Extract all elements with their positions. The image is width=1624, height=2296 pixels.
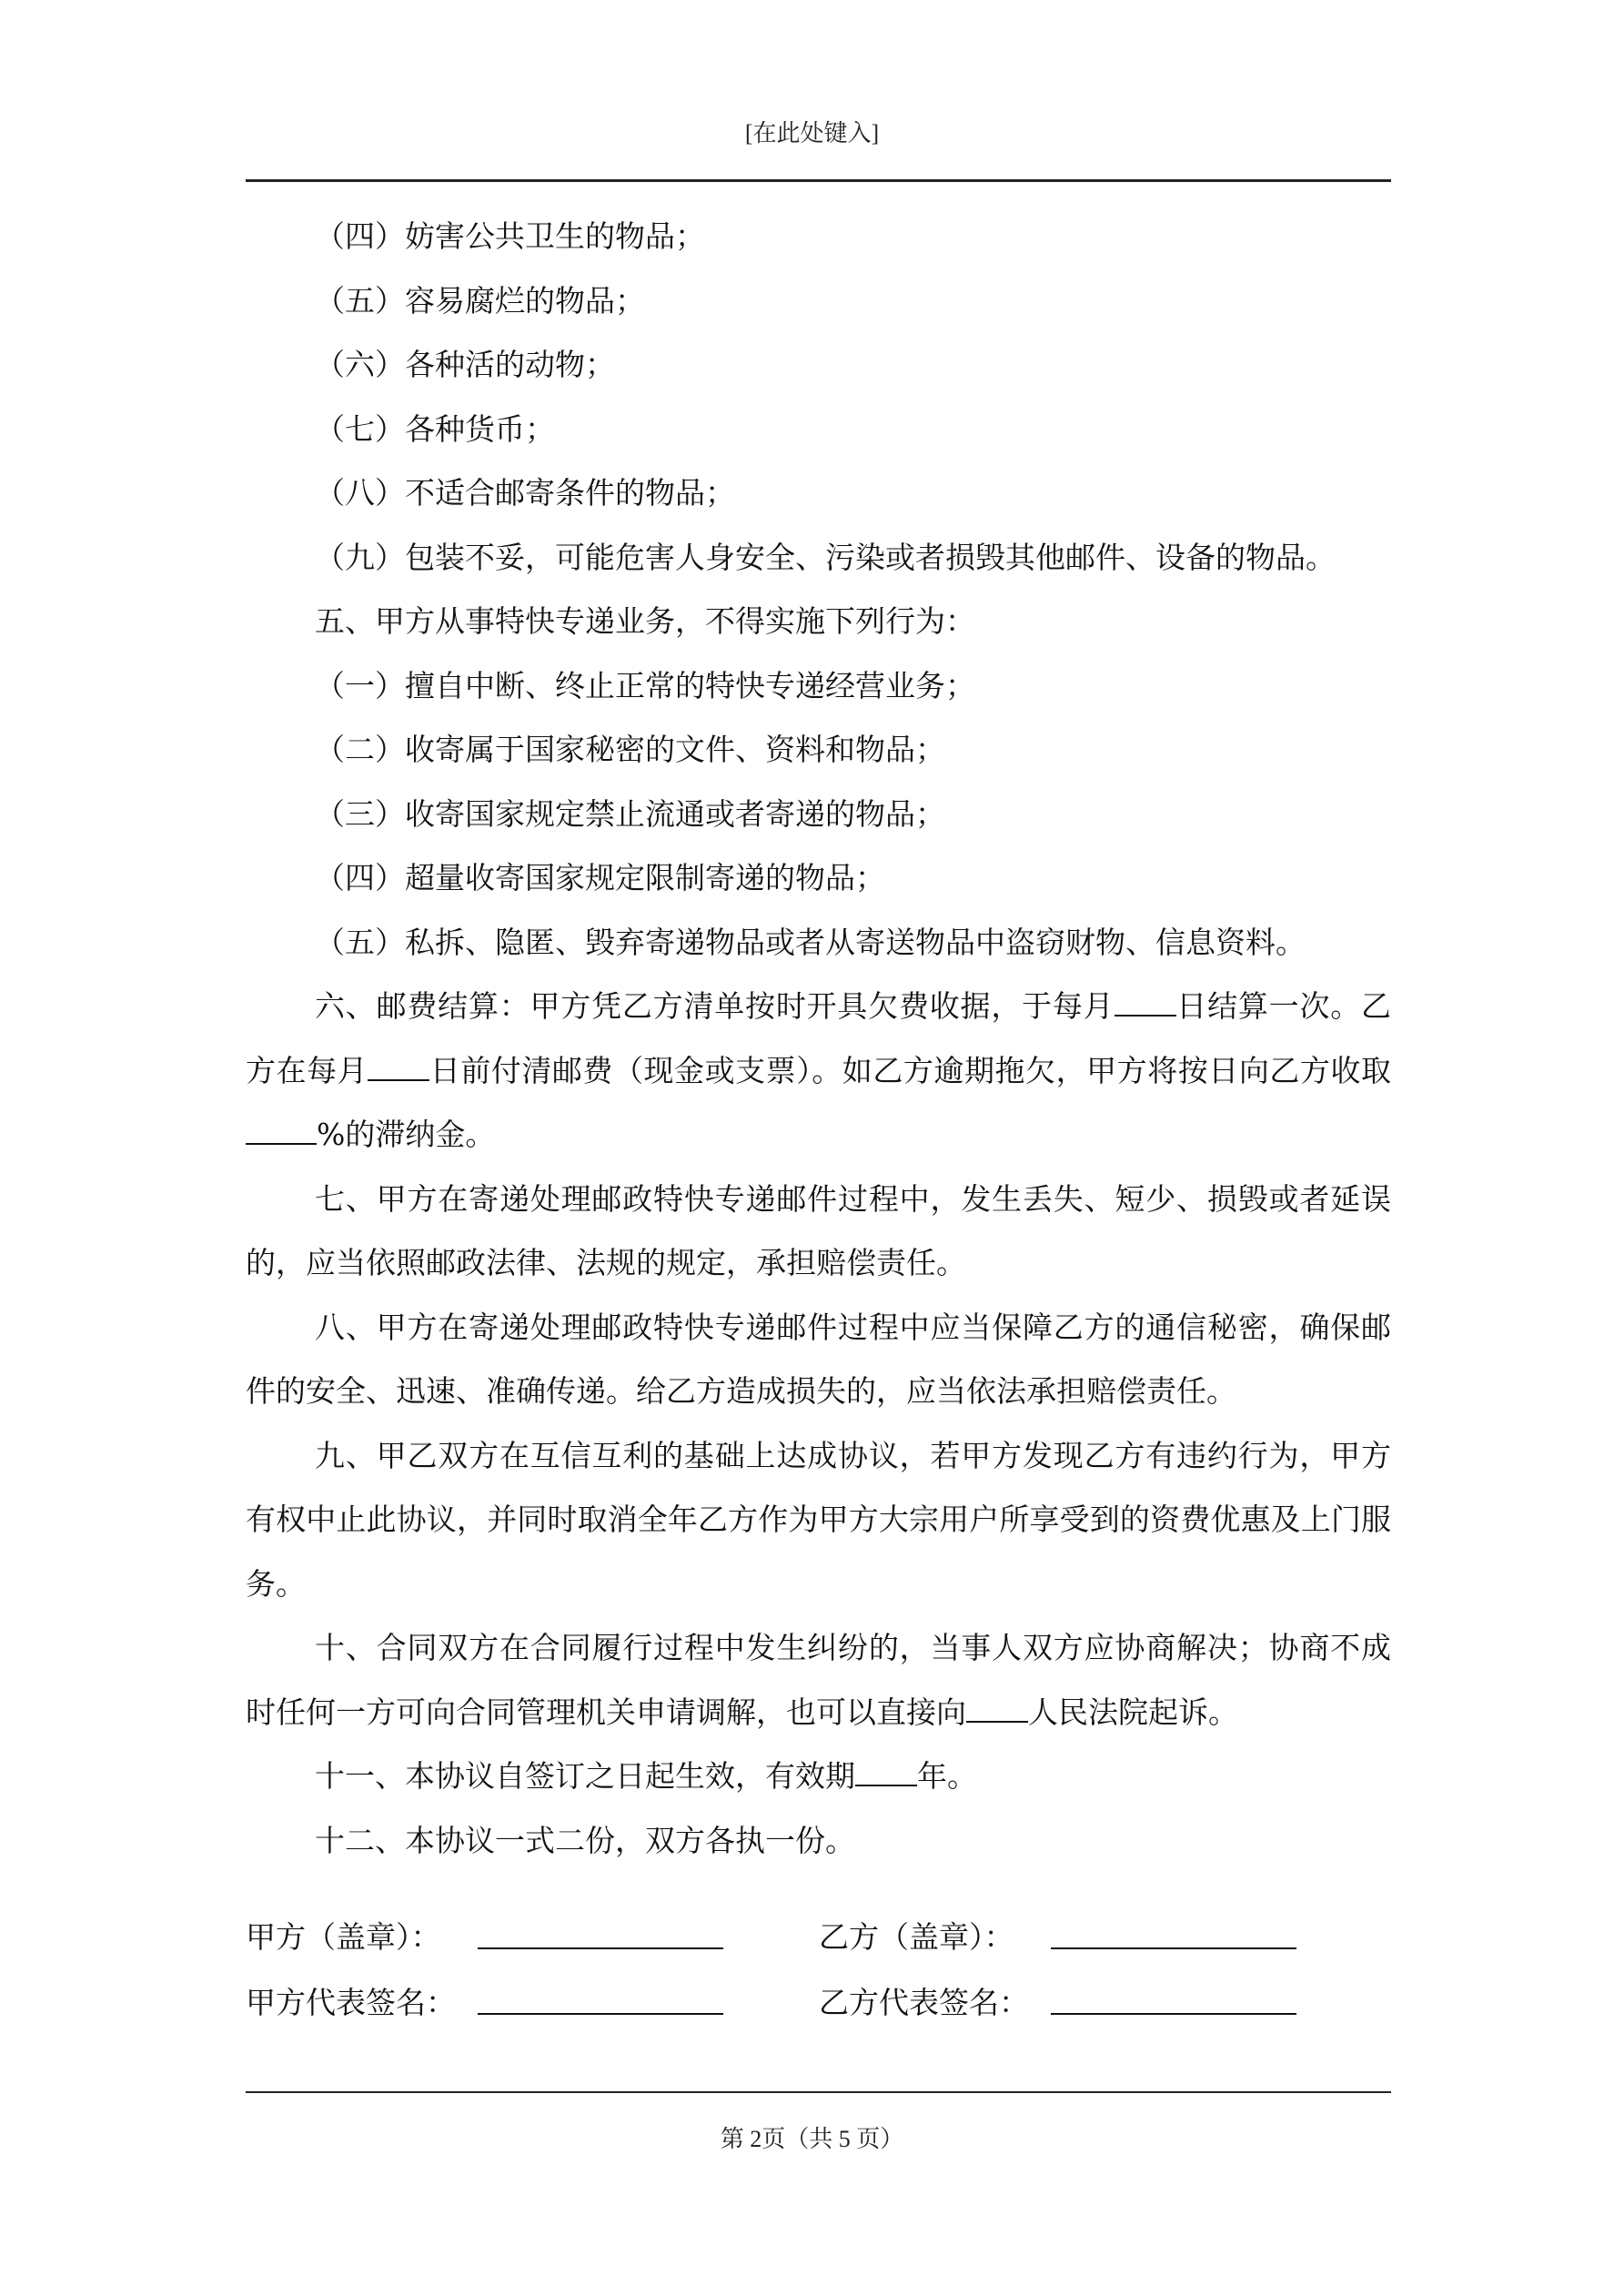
party-a-seal [246, 1914, 441, 1957]
fill-blank-court[interactable] [966, 1687, 1028, 1722]
fill-blank-years[interactable] [855, 1752, 917, 1786]
clause-item: （六）各种活的动物； [315, 347, 615, 382]
party-a-rep [246, 1979, 456, 2022]
page-header: [在此处键入] [744, 120, 880, 147]
clause-item: （四）妨害公共卫生的物品； [315, 218, 705, 254]
page-footer: 第 2页（共 5 页） [720, 2126, 904, 2152]
clause-text: 年。 [917, 1758, 977, 1794]
clause-dispute [246, 1616, 1391, 1745]
clause-confidentiality: 八、甲方在寄递处理邮政特快专递邮件过程中应当保障乙方的通信秘密，确保邮件的安全、迅速、准确传递。给乙方造成损失的，应当依法承担赔偿责任。 [246, 1309, 1391, 1409]
signature-row-representative [246, 1979, 1391, 2043]
party-b-rep-label: 乙方代表签名： [819, 1985, 1029, 2020]
party-a-seal-line[interactable] [478, 1947, 723, 1949]
clause-item: （三）收寄国家规定禁止流通或者寄递的物品； [315, 795, 945, 832]
clause-text: %的滞纳金。 [317, 1117, 496, 1152]
fill-blank-late-fee[interactable] [246, 1110, 317, 1145]
clause-item: （五）容易腐烂的物品； [315, 282, 645, 319]
party-a-rep-label: 甲方代表签名： [246, 1985, 456, 2020]
clause-text: 人民法院起诉。 [1028, 1694, 1238, 1730]
clause-heading: 五、甲方从事特快专递业务，不得实施下列行为： [315, 603, 975, 639]
clause-item: （九）包装不妥，可能危害人身安全、污染或者损毁其他邮件、设备的物品。 [315, 539, 1336, 575]
clause-item: （二）收寄属于国家秘密的文件、资料和物品； [315, 732, 945, 767]
clause-text: 日前付清邮费（现金或支票）。如乙方逾期拖欠，甲方将按日向乙方收取 [429, 1052, 1392, 1088]
clause-text: 十、合同双方在合同履行过程中发生纠纷的，当事人双方应协商解决；协商不成时任何一方可向合同管理机关申请调解，也可以直接向 [246, 1630, 1391, 1730]
clause-copies: 十二、本协议一式二份，双方各执一份。 [315, 1822, 855, 1858]
clause-postage-settlement [246, 975, 1391, 1168]
clause-text: 十一、本协议自签订之日起生效，有效期 [315, 1758, 855, 1794]
clause-item: （八）不适合邮寄条件的物品； [315, 475, 735, 511]
party-b-rep [819, 1979, 1029, 2022]
signature-row-seal [246, 1914, 1391, 1977]
party-a-seal-label: 甲方（盖章）： [246, 1919, 441, 1955]
clause-item: （四）超量收寄国家规定限制寄递的物品； [315, 860, 885, 895]
footer-rule [246, 2091, 1391, 2093]
clause-text: 日结算一次。乙方在每月 [246, 988, 1392, 1088]
clause-breach: 九、甲乙双方在互信互利的基础上达成协议，若甲方发现乙方有违约行为，甲方有权中止此协议，并同时取消全年乙方作为甲方大宗用户所享受到的资费优惠及上门服务。 [246, 1437, 1391, 1602]
clause-item: （七）各种货币； [315, 410, 555, 447]
clause-item: （五）私拆、隐匿、毁弃寄递物品或者从寄送物品中盗窃财物、信息资料。 [315, 924, 1306, 960]
party-b-seal [819, 1914, 1014, 1957]
clause-text: 六、邮费结算：甲方凭乙方清单按时开具欠费收据，于每月 [315, 988, 1115, 1024]
fill-blank-due-day[interactable] [368, 1046, 429, 1080]
clause-loss-liability: 七、甲方在寄递处理邮政特快专递邮件过程中，发生丢失、短少、损毁或者延误的，应当依照邮政法律、法规的规定，承担赔偿责任。 [246, 1180, 1391, 1280]
party-a-rep-line[interactable] [478, 2013, 723, 2015]
party-b-seal-line[interactable] [1051, 1947, 1296, 1949]
clause-validity [246, 1745, 1391, 1809]
clause-item: （一）擅自中断、终止正常的特快专递经营业务； [315, 667, 975, 703]
document-body [246, 205, 1391, 1873]
party-b-rep-line[interactable] [1051, 2013, 1296, 2015]
fill-blank-day[interactable] [1115, 982, 1176, 1017]
header-rule [246, 179, 1391, 182]
party-b-seal-label: 乙方（盖章）： [819, 1919, 1014, 1955]
